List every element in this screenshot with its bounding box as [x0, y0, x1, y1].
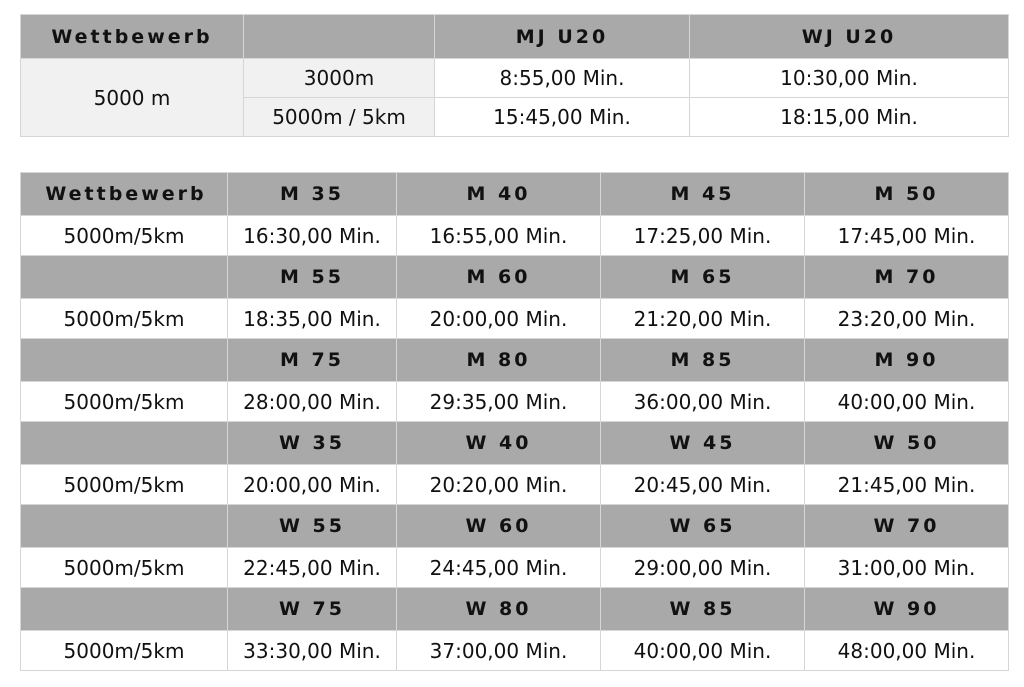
time-cell: 40:00,00 Min.: [805, 382, 1009, 422]
table-row: [21, 465, 1009, 505]
time-cell: 20:00,00 Min.: [228, 465, 397, 505]
header-spacer: [21, 505, 228, 548]
table-row: [21, 299, 1009, 339]
distance-cell: 5000m/5km: [21, 299, 228, 339]
time-cell: 21:20,00 Min.: [601, 299, 805, 339]
time-cell: 10:30,00 Min.: [690, 59, 1009, 98]
time-cell: 29:35,00 Min.: [397, 382, 601, 422]
time-cell: 48:00,00 Min.: [805, 631, 1009, 671]
header-wettbewerb: Wettbewerb: [21, 173, 228, 216]
time-cell: 21:45,00 Min.: [805, 465, 1009, 505]
time-cell: 40:00,00 Min.: [601, 631, 805, 671]
time-cell: 23:20,00 Min.: [805, 299, 1009, 339]
age-group-header: W 90: [805, 588, 1009, 631]
time-cell: 20:00,00 Min.: [397, 299, 601, 339]
time-cell: 36:00,00 Min.: [601, 382, 805, 422]
distance-cell: 5000m/5km: [21, 631, 228, 671]
group-header-row: [21, 339, 1009, 382]
time-cell: 16:55,00 Min.: [397, 216, 601, 256]
time-cell: 15:45,00 Min.: [435, 98, 690, 137]
age-group-header: W 65: [601, 505, 805, 548]
age-group-header: M 70: [805, 256, 1009, 299]
header-mj-u20: MJ U20: [435, 15, 690, 59]
age-group-header: M 35: [228, 173, 397, 216]
header-spacer: [21, 588, 228, 631]
time-cell: 16:30,00 Min.: [228, 216, 397, 256]
time-cell: 20:45,00 Min.: [601, 465, 805, 505]
time-cell: 24:45,00 Min.: [397, 548, 601, 588]
age-group-header: W 40: [397, 422, 601, 465]
u20-standards-table: [20, 14, 1009, 137]
age-group-header: W 35: [228, 422, 397, 465]
table-row: [21, 216, 1009, 256]
age-group-header: W 45: [601, 422, 805, 465]
age-group-header: M 55: [228, 256, 397, 299]
age-group-header: M 90: [805, 339, 1009, 382]
masters-standards-table: [20, 172, 1009, 671]
age-group-header: M 65: [601, 256, 805, 299]
table-row: [21, 631, 1009, 671]
age-group-header: W 55: [228, 505, 397, 548]
group-header-row: [21, 422, 1009, 465]
distance-cell: 5000m/5km: [21, 548, 228, 588]
age-group-header: M 40: [397, 173, 601, 216]
time-cell: 29:00,00 Min.: [601, 548, 805, 588]
table-header-row: [21, 15, 1009, 59]
age-group-header: W 85: [601, 588, 805, 631]
table-row: [21, 382, 1009, 422]
header-wettbewerb: Wettbewerb: [21, 15, 244, 59]
group-header-row: [21, 588, 1009, 631]
distance-cell: 3000m: [244, 59, 435, 98]
header-spacer: [21, 256, 228, 299]
time-cell: 37:00,00 Min.: [397, 631, 601, 671]
age-group-header: M 50: [805, 173, 1009, 216]
age-group-header: M 45: [601, 173, 805, 216]
time-cell: 17:25,00 Min.: [601, 216, 805, 256]
age-group-header: W 50: [805, 422, 1009, 465]
distance-cell: 5000m / 5km: [244, 98, 435, 137]
table-row: [21, 59, 1009, 98]
time-cell: 33:30,00 Min.: [228, 631, 397, 671]
group-header-row: [21, 256, 1009, 299]
time-cell: 18:35,00 Min.: [228, 299, 397, 339]
age-group-header: W 75: [228, 588, 397, 631]
header-wj-u20: WJ U20: [690, 15, 1009, 59]
time-cell: 17:45,00 Min.: [805, 216, 1009, 256]
time-cell: 20:20,00 Min.: [397, 465, 601, 505]
distance-cell: 5000m/5km: [21, 216, 228, 256]
header-spacer: [21, 422, 228, 465]
distance-cell: 5000m/5km: [21, 382, 228, 422]
group-header-row: [21, 505, 1009, 548]
age-group-header: M 80: [397, 339, 601, 382]
age-group-header: W 80: [397, 588, 601, 631]
age-group-header: W 60: [397, 505, 601, 548]
header-spacer: [21, 339, 228, 382]
table-row: [21, 548, 1009, 588]
age-group-header: W 70: [805, 505, 1009, 548]
time-cell: 31:00,00 Min.: [805, 548, 1009, 588]
time-cell: 18:15,00 Min.: [690, 98, 1009, 137]
age-group-header: M 75: [228, 339, 397, 382]
time-cell: 22:45,00 Min.: [228, 548, 397, 588]
header-distance: [244, 15, 435, 59]
distance-cell: 5000m/5km: [21, 465, 228, 505]
time-cell: 28:00,00 Min.: [228, 382, 397, 422]
age-group-header: M 60: [397, 256, 601, 299]
age-group-header: M 85: [601, 339, 805, 382]
time-cell: 8:55,00 Min.: [435, 59, 690, 98]
group-header-row: [21, 173, 1009, 216]
competition-cell: 5000 m: [21, 59, 244, 137]
